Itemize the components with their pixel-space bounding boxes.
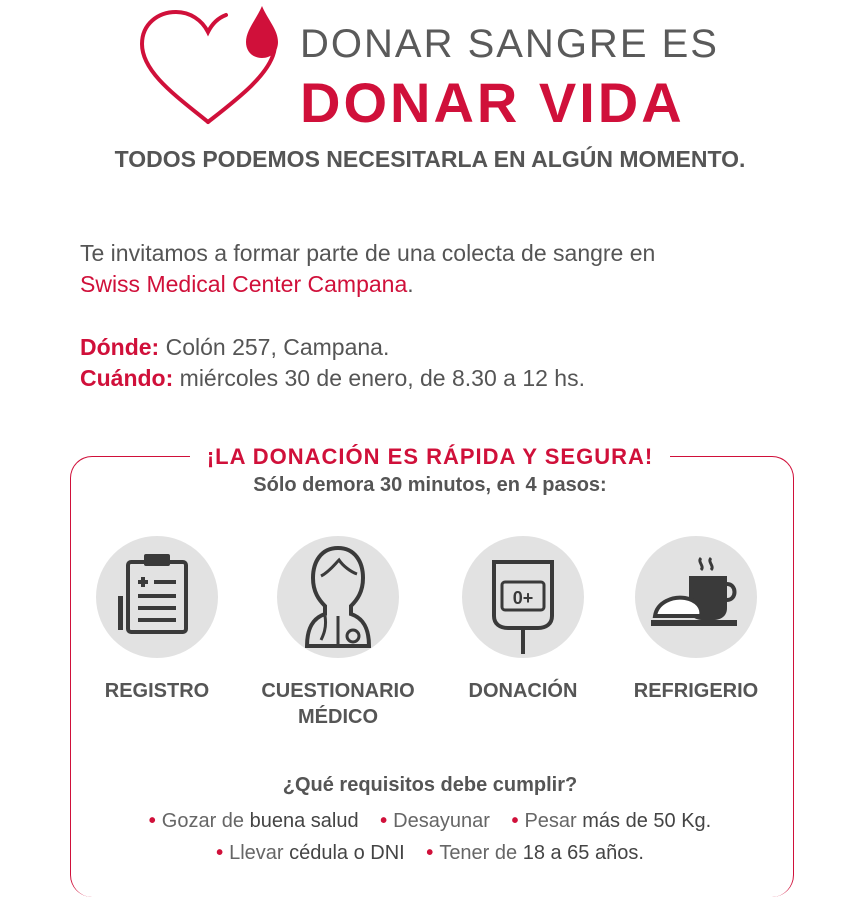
when-value: miércoles 30 de enero, de 8.30 a 12 hs. [179, 365, 585, 391]
requirement-item: • Llevar cédula o DNI [216, 842, 405, 864]
title-line1: DONAR SANGRE ES [300, 22, 719, 66]
step-refrigerio-label: REFRIGERIO [633, 680, 759, 702]
requirement-item: • Desayunar [380, 810, 490, 832]
intro-text: Te invitamos a formar parte de una colecta de sangre en [80, 240, 656, 266]
doctor-icon [277, 536, 399, 658]
where-label: Dónde: [80, 334, 160, 360]
title-line2: DONAR VIDA [300, 71, 685, 134]
intro-paragraph [80, 238, 800, 300]
center-name: Swiss Medical Center Campana [80, 271, 408, 297]
box-title: ¡LA DONACIÓN ES RÁPIDA Y SEGURA! [190, 444, 670, 470]
step-cuestionario-circle [277, 536, 399, 658]
page-subtitle: TODOS PODEMOS NECESITARLA EN ALGÚN MOMENTO. [114, 146, 746, 172]
heart-drop-logo-icon [136, 4, 282, 128]
where-value: Colón 257, Campana. [165, 334, 390, 360]
requirements-line-2 [0, 842, 860, 865]
blood-bag-icon [462, 536, 584, 658]
requirement-item: • Pesar más de 50 Kg. [511, 810, 712, 832]
step-donacion-label: DONACIÓN [468, 680, 578, 702]
requirements-title: ¿Qué requisitos debe cumplir? [282, 774, 578, 796]
requirements-line-1 [0, 810, 860, 833]
intro-period: . [407, 271, 414, 297]
blood-type-text: 0+ [512, 588, 534, 608]
where-line [80, 332, 389, 363]
step-cuestionario-label: CUESTIONARIO MÉDICO [261, 680, 415, 728]
box-subtitle: Sólo demora 30 minutos, en 4 pasos: [253, 474, 607, 496]
when-label: Cuándo: [80, 365, 174, 391]
step-refrigerio-circle [635, 536, 757, 658]
step-registro-label: REGISTRO [104, 680, 210, 702]
requirement-item: • Tener de 18 a 65 años. [426, 842, 644, 864]
step-registro-circle [96, 536, 218, 658]
requirement-item: • Gozar de buena salud [148, 810, 359, 832]
when-line [80, 363, 585, 394]
step-donacion-circle [462, 536, 584, 658]
clipboard-icon [96, 536, 218, 658]
breakfast-icon [635, 536, 757, 658]
